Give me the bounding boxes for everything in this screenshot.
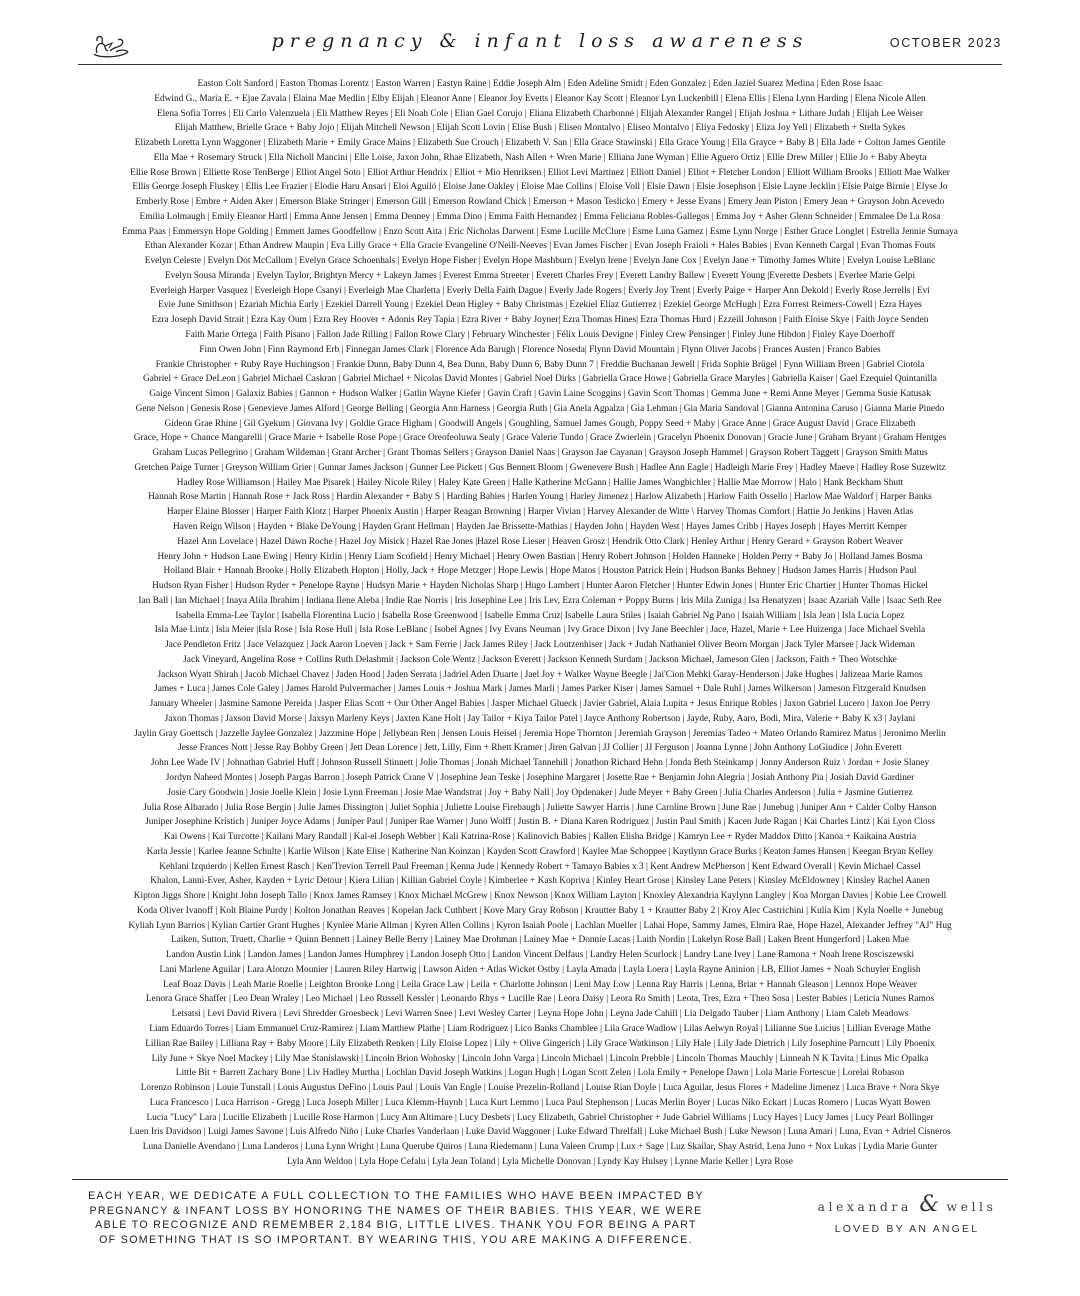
names-line: January Wheeler | Jasmine Samone Pereida | Jasper Elias Scott + Our Other Angel Babies | Jasper Michael Glueck | Javier Gabriel, Alaia Lupita + Jesus Enrique Robles | Jaxon Gabriel Lucero | Jaxon Joe Perry	[149, 699, 931, 710]
names-line: Jackson Wyatt Shirah | Jacob Michael Chavez | Jaden Hood | Jaden Serrata | Jadriel Aden Duarte | Jael Joy + Walker Wayne Beegle | Jai'Cion Mehki Garay-Henderson | Jake Hughes | Jalizeaa Marie Ramos	[157, 669, 923, 680]
names-line: Haven Reign Wilson | Hayden + Blake DeYoung | Hayden Grant Hellman | Hayden Jae Brissette-Mathias | Hayden John | Hayden West | Hayes James Cribb | Hayes Joseph | Hayes Merritt Kemper	[172, 521, 907, 532]
names-line: Henry John + Hudson Lane Ewing | Henry Kirlin | Henry Liam Scofield | Henry Michael | Henry Owen Bastian | Henry Robert Johnson | Holden Hanneke | Holden Perry + Baby Jo | Holland James Bosma	[157, 551, 923, 562]
names-line: Isla Mae Lintz | Isla Meier |Isla Rose | Isla Rose Hull | Isla Rose LeBlanc | Isobel Agnes | Ivy Evans Neuman | Ivy Grace Dixon | Ivy Jane Beechler | Jace, Hazel, Marie + Lee Huizenga | Jace Michael Svehla	[154, 625, 926, 636]
dedication-line: ABLE TO RECOGNIZE AND REMEMBER 2,184 BIG, LITTLE LIVES. THANK YOU FOR BEING A PART	[95, 1219, 697, 1232]
names-line: Jack Vineyard, Angelina Rose + Collins Ruth Delashmit | Jackson Cole Wentz | Jackson Everett | Jackson Kenneth Surdam | Jackson Michael, Jameson Glen | Jackson, Faith + Theo Wotschke	[183, 654, 897, 665]
names-line: Ezra Joseph David Strait | Ezra Kay Oum | Ezra Rey Hoover + Adonis Rey Tapia | Ezra River + Baby Joyner| Ezra Thomas Hines| Ezra Thomas Hurd | Ezzeill Johnson | Faith Eloise Skye | Faith Joyce Senden	[151, 315, 929, 326]
names-line: Evelyn Sousa Miranda | Evelyn Taylor, Brightyn Mercy + Lakeyn James | Everest Emma Streeter | Everett Charles Frey | Everett Landry Ballew | Everett Young |Everette Desbets | Everlee Marie Gelpi	[164, 270, 916, 281]
names-line: Emberly Rose | Embre + Aiden Aker | Emerson Blake Stringer | Emerson Gill | Emerson Rowland Chick | Emerson + Mason Teslicko | Emery + Jesse Evans | Emery Jean Piston | Emery Jean + Grayson John Acevedo	[135, 197, 945, 208]
names-line: Lucia "Lucy" Lara | Lucille Elizabeth | Lucille Rose Harmon | Lucy Ann Altimare | Lucy Desbets | Lucy Elizabeth, Gabriel Christopher + Jude Gabriel Williams | Lucy Hayes | Lucy James | Lucy Pearl Bollinger	[146, 1112, 934, 1123]
names-line: Luna Danielle Avendano | Luna Landeros | Luna Lynn Wright | Luna Querube Quiros | Luna Riedemann | Luna Valeen Crump | Lux + Sage | Luz Skailar, Shay Astrid, Lena Juno + Nox Lukas | Lydia Marie Gunter	[142, 1142, 938, 1153]
names-line: Ella Mae + Rosemary Struck | Ella Nicholl Mancini | Elle Loise, Jaxon John, Rhae Elizabeth, Nash Allen + Wren Marie | Elliana Jane Wyman | Ellie Aguero Ortiz | Ellie Drew Miller | Ellie Jo + Baby Abeyta	[153, 152, 927, 163]
names-line: Easton Colt Sanford | Easton Thomas Lorentz | Easton Warren | Eastyn Raine | Eddie Joseph Alm | Eden Adeline Smidt | Eden Gonzalez | Eden Jaziel Suarez Medina | Eden Rose Isaac	[197, 79, 883, 89]
names-line: Hannah Rose Martin | Hannah Rose + Jack Ross | Hardin Alexander + Baby S | Harding Babies | Harlen Young | Harley Jimenez | Harlow Alizabeth | Harlow Faith Ossello | Harlow Mae Waldorf | Harper Banks	[148, 492, 932, 503]
names-line: John Lee Wade IV | Johnathan Gabriel Huff | Johnson Russell Stinnett | Jolie Thomas | Jonah Michael Tannehill | Jonathon Richard Hehn | Jonda Beth Steinkamp | Jonny Anderson Ruiz \ Jordan + Josie Slaney	[150, 758, 930, 769]
names-line: Khalon, Lanni-Ever, Asher, Kayden + Lyric Detour | Kiera Lilian | Killian Gabriel Coyle | Kimberlee + Kash Kopriva | Kinley Heart Grose | Kinsley Lane Peters | Kinsley McEldowney | Kinsley Rachel Aanen	[150, 876, 930, 887]
names-line: Little Bit + Barrett Zachary Bone | Liv Hadley Murtha | Lochlan David Joseph Watkins | Logan Hugh | Logan Scott Zelen | Lola Emily + Penelope Dawn | Lola Marie Fortescue | Lorelai Robason	[175, 1068, 905, 1079]
page-title: pregnancy & infant loss awareness	[271, 30, 809, 52]
names-line: Liam Eduardo Torres | Liam Emmanuel Cruz-Ramirez | Liam Matthew Plathe | Liam Rodriguez | Lico Banks Chamblee | Lila Grace Wadlow | Lilas Aelwyn Royal | Lilianne Sue Lucius | Lillian Everage Mathe	[149, 1024, 931, 1034]
names-line: Lorenzo Robinson | Louie Tunstall | Louis Augustus DeFino | Louis Paul | Louis Van Engle | Louise Prezelin-Rolland | Louise Rian Doyle | Luca Aguilar, Jesus Flores + Madeline Jimenez | Luca Brave + Nora Skye	[140, 1083, 940, 1094]
dedication-line: OF SOMETHING THAT IS SO IMPORTANT. BY WEARING THIS, YOU ARE MAKING A DIFFERENCE.	[99, 1233, 693, 1246]
brand-ampersand: &	[919, 1192, 939, 1217]
page-header	[78, 26, 1002, 66]
names-line: Hadley Rose Williamson | Hailey Mae Pisarek | Hailey Nicole Riley | Haley Kate Green | Halle Katherine McGann | Hallie James Wangbichler | Hallie Mae Morrow | Halo | Hank Beckham Shutt	[176, 477, 904, 488]
brand-tagline: LOVED BY AN ANGEL	[834, 1223, 980, 1235]
names-line: Gideon Grae Rhine | Gil Gyekum | Giovana Ivy | Goldie Grace Higham | Goodwill Angels | Goughling, Samuel James Gough, Poppy Seed + Maby | Grace Anne | Grace August David | Grace Elizabeth	[164, 418, 916, 429]
names-line: Josie Cary Goodwin | Josie Joelle Klein | Josie Lynn Freeman | Josie Mae Wandstrat | Joy + Baby Nall | Joy Opdenaker | Jude Meyer + Baby Green | Julia Charles Anderson | Julia + Jasmine Gutierrez	[167, 787, 913, 798]
names-line: Jesse Frances Nott | Jesse Ray Bobby Green | Jett Dean Lorence | Jett, Lilly, Finn + Rhett Kramer | Jiren Galvan | JJ Collier | JJ Ferguson | Joanna Lynne | John Anthony LoGiudice | John Everett	[178, 743, 902, 754]
names-line: Gaige Vincent Simon | Galaxiz Babies | Gannon + Hudson Walker | Gatlin Wayne Kiefer | Gavin Craft | Gavin Laine Scoggins | Gavin Scott Thomas | Gemma June + Remi Anne Meyer | Gemma Susie Katusak	[149, 389, 931, 400]
names-line: Luen Iris Davidson | Luigi James Savone | Luis Alfredo Niño | Luke Charles Vanderlaan | Luke David Waggoner | Luke Edward Threlfall | Luke Michael Bush | Luke Newson | Luna Amari | Luna, Evan + Adriel Cisneros	[129, 1127, 951, 1138]
brand-right: wells	[946, 1199, 997, 1214]
names-line: Grace, Hope + Chance Mangarelli | Grace Marie + Isabelle Rose Pope | Grace Oreofeoluwa Sealy | Grace Valerie Tundo | Grace Zwierlein | Gracelyn Phoenix Donovan | Gracie June | Graham Bryant | Graham Hentges	[133, 433, 947, 444]
names-line: Jace Pendleton Fritz | Jace Velazquez | Jack Aaron Loeven | Jack + Sam Ferrie | Jack James Riley | Jack Loutzenhiser | Jack + Judah Nathaniel Oliver Beorn Morgan | Jack Tyler Marsee | Jack Wideman	[165, 640, 915, 651]
names-line: Laiken, Sutton, Truett, Charlie + Quinn Bennett | Lainey Belle Berry | Lainey Mae Drohman | Lainey Mae + Donnie Lacas | Laith Nordin | Lakelyn Rose Ball | Laken Brent Hungerford | Laken Mae	[171, 935, 909, 946]
names-line: Kai Owens | Kai Turcotte | Kailani Mary Randall | Kal-el Joseph Webber | Kali Katrina-Rose | Kalinovich Babies | Kallen Elisha Bridge | Kamryn Lee + Ryder Maddox Ditto | Kanoa + Kaikaina Austria	[163, 832, 917, 843]
names-line: Kipton Jiggs Shore | Knight John Joseph Tallo | Knox James Ramsey | Knox Michael McGrew | Knox Newson | Knox William Layton | Knoxley Alexandria Kaylynn Langley | Koa Morgan Davies | Kobie Lee Crowell	[133, 891, 947, 902]
names-list	[60, 77, 1020, 1170]
names-line: Gabriel + Grace DeLeon | Gabriel Michael Caskran | Gabriel Michael + Nicolas David Montes | Gabriel Noel Dirks | Gabriella Grace Howe | Gabriella Grace Maryles | Gabriella Kaiser | Gael Ezequiel Quintanilla	[143, 374, 937, 385]
issue-date: OCTOBER 2023	[889, 36, 1002, 50]
names-line: Lenora Grace Shaffer | Leo Dean Wraley | Leo Michael | Leo Russell Kessler | Leonardo Rhys + Lucille Rae | Leora Daisy | Leora Ro Smith | Leota, Tres, Ezra + Theo Sosa | Lester Babies | Leticia Nunes Ramos	[145, 994, 935, 1005]
names-line: Holland Blair + Hannah Brooke | Holly Elizabeth Hopton | Holly, Jack + Hope Metzger | Hope Lewis | Hope Matos | Houston Patrick Hein | Hudson Banks Behney | Hudson James Harris | Hudson Paul	[163, 566, 917, 577]
names-line: Frankie Christopher + Ruby Raye Huchingson | Frankie Dunn, Baby Dunn 4, Bea Dunn, Baby Dunn 6, Baby Dunn 7 | Freddie Buchanan Jewell | Frida Sophie Brügel | Fynn William Breen | Gabriel Ciotola	[155, 359, 925, 370]
dedication-line: PREGNANCY & INFANT LOSS BY HONORING THE NAMES OF THEIR BABIES. THIS YEAR, WE WERE	[89, 1204, 703, 1217]
names-line: Kyliah Lynn Barrios | Kylian Cartier Grant Hughes | Kynlee Marie Allman | Kyren Allen Collins | Kyron Isaiah Poole | Lachlan Mueller | Lahai Hope, Sammy James, Elmira Rae, Hope Hazel, Alexander Jeffrey "AJ" Hug	[128, 920, 952, 931]
names-line: Faith Marie Ortega | Faith Pisano | Fallon Jade Rilling | Fallon Rowe Clary | February Winchester | Félix Louis Devigne | Finley Crew Pensinger | Finley June Hibdon | Finley Kaye Doerhoff	[185, 330, 895, 341]
names-line: Juniper Josephine Kristich | Juniper Joyce Adams | Juniper Paul | Juniper Rae Warner | Juno Wolff | Justin B. + Diana Karen Rodriguez | Justin Paul Smith | Kacen Jude Ragan | Kai Charles Lintz | Kai Lyon Closs	[145, 817, 935, 828]
names-line: Evelyn Celeste | Evelyn Dot McCallum | Evelyn Grace Schoenhals | Evelyn Hope Fisher | Evelyn Hope Mashburn | Evelyn Irene | Evelyn Jane Cox | Evelyn Jane + Timothy James White | Evelyn Louise LeBlanc	[144, 256, 936, 267]
names-line: Gene Nelson | Genesis Rose | Genevieve James Alford | George Belling | Georgia Ann Harness | Georgia Ruth | Gia Anela Agpalza | Gia Lehman | Gia Maria Sandoval | Gianna Antonina Caruso | Gianna Marie Pinedo	[135, 403, 945, 414]
names-line: Finn Owen John | Finn Raymond Erb | Finnegan James Clark | Florence Ada Barugh | Florence Noseda| Flynn David Mountain | Flynn Oliver Jacobs | Frances Austen | Franco Babies	[199, 344, 881, 355]
names-line: Gretchen Paige Turner | Greyson William Grier | Gunnar James Jackson | Gunner Lee Pickett | Gus Bennett Bloom | Gwenevere Bush | Hadlee Ann Eagle | Hadleigh Marie Frey | Hadley Maeve | Hadley Rose Suzewitz	[134, 462, 946, 473]
names-line: Leaf Boaz Davis | Leah Marie Roelle | Leighton Brooke Long | Leila Grace Law | Leila + Charlotte Johnson | Leni May Low | Lenna Ray Harris | Lenna, Briar + Hannah Gleason | Lennox Hope Weaver	[163, 979, 917, 990]
names-line: Jaylin Gray Goettsch | Jazzelle Jaylee Gonzalez | Jazzmine Hope | Jellybean Ren | Jensen Louis Heisel | Jeremia Hope Thornton | Jeremiah Grayson | Jeremías Tadeo + Mateo Orlando Ramirez Matus | Jeronimo Merlin	[134, 728, 946, 739]
names-line: James + Luca | James Cole Galey | James Harold Pulvermacher | James Louis + Joshua Mark | James Marli | James Parker Kiser | James Samuel + Dale Ruhl | James Wilkerson | Jameson Fitzgerald Knudsen	[154, 684, 926, 695]
names-line: Isabella Emma-Lee Taylor | Isabella Florentina Lucio | Isabella Rose Greenwood | Isabelle Emma Cruz| Isabelle Laura Stiles | Isaiah Gabriel Ng Pano | Isaiah William | Isla Jean | Isla Lucia Lopez	[175, 610, 905, 621]
names-line: Ellis George Joseph Fluskey | Ellis Lee Frazier | Elodie Haru Ansari | Eloi Aguiló | Eloise Jane Oakley | Eloise Mae Collins | Eloise Voll | Elsie Dawn | Elsie Josephson | Elsie Layne Jecklin | Elsie Paige Birnie | Elyse Jo	[132, 182, 948, 193]
names-line: Jaxon Thomas | Jaxson David Morse | Jaxsyn Marleny Keys | Jaxten Kane Holt | Jay Tailor + Kiya Tailor Patel | Jayce Anthony Robertson | Jayde, Ruby, Aaro, Bodi, Mira, Valerie + Baby K x3 | Jaylani	[164, 713, 916, 724]
brand-left: alexandra	[817, 1199, 912, 1214]
names-line: Ethan Alexander Kozar | Ethan Andrew Maupin | Eva Lilly Grace + Ella Gracie Evangeline O'Neill-Neeves | Evan James Fischer | Evan Joseph Fraioli + Hales Babies | Evan Kenneth Cargal | Evan Thomas Fouts	[144, 241, 936, 252]
names-line: Kehlani Izquierdo | Kellen Ernest Rasch | Ken'Trevion Terrell Paul Freeman | Kenna Jude | Kennedy Robert + Tamayo Babies x 3 | Kent Andrew McPherson | Kent Edward Overall | Kevin Michael Cassel	[159, 861, 921, 872]
names-line: Emilia Lolmaugh | Emily Eleanor Hartl | Emma Anne Jensen | Emma Denney | Emma Dino | Emma Faith Hernandez | Emma Feliciana Robles-Gallegos | Emma Joy + Asher Glenn Schneider | Emmalee De La Rosa	[139, 211, 941, 222]
names-line: Emma Paas | Emmersyn Hope Golding | Emmett James Goodfellow | Enzo Scott Aita | Eric Nicholas Darwent | Esme Lucille McClure | Esme Luna Gamez | Esme Lynn Norge | Esther Grace Longlet | Estrella Jennie Sumaya	[122, 226, 958, 237]
names-line: Hudson Ryan Fisher | Hudson Ryder + Penelope Rayne | Hudsyn Marie + Hayden Nicholas Sharp | Hugo Lambert | Hunter Aaron Fletcher | Hunter Edwin Jones | Hunter Eric Chartier | Hunter Thomas Hickel	[152, 581, 928, 592]
names-line: Karla Jessie | Karlee Jeanne Schulte | Karlie Wilson | Kate Elise | Katherine Nan Koinzan | Kayden Scott Crawford | Kaylee Mae Schoppee | Kaytlynn Grace Burks | Keaton James Hansen | Keegan Bryan Kelley	[146, 846, 934, 857]
names-line: Julia Rose Albarado | Julia Rose Bergin | Julie James Dissington | Juliet Sophia | Juliette Louise Firebaugh | Juliette Sawyer Harris | June Caroline Brown | June Rae | Junebug | Juniper Ann + Calder Colby Hanson	[143, 802, 937, 813]
dedication-line: EACH YEAR, WE DEDICATE A FULL COLLECTION TO THE FAMILIES WHO HAVE BEEN IMPACTED BY	[88, 1190, 704, 1202]
names-line: Graham Lucas Pellegrino | Graham Wildeman | Grant Archer | Grant Thomas Sellers | Grayson Daniel Naas | Grayson Jae Cayanan | Grayson Joseph Hammel | Grayson Robert Taggett | Grayson Smith Matus	[152, 448, 928, 459]
footer-divider	[72, 1179, 1008, 1180]
names-line: Lillian Rae Bailey | Lilliana Ray + Baby Moore | Lily Elizabeth Renken | Lily Eloise Lopez | Lily + Olive Gingerich | Lily Grace Watkinson | Lily Hale | Lily Jade Dietrich | Lily Josephine Parncutt | Lily Phoenix	[145, 1038, 935, 1049]
names-line: Landon Austin Link | Landon James | Landon James Humphrey | Landon Joseph Otto | Landon Vincent Delfaus | Landry Helen Scurlock | Landry Lane Ivey | Lane Ramona + Noah Irene Rosciszewski	[165, 950, 915, 961]
names-line: Hazel Ann Lovelace | Hazel Dawn Roche | Hazel Joy Misick | Hazel Rae Jones |Hazel Rose Lieser | Heaven Grosz | Hendrik Otto Clark | Henley Arthur | Henry Gerard + Grayson Robert Weaver	[177, 536, 903, 547]
brand-wordmark	[812, 1192, 1002, 1217]
names-line: Lily June + Skye Noel Mackey | Lily Mae Stanislawski | Lincoln Brion Wohosky | Lincoln John Varga | Lincoln Michael | Lincoln Prebble | Lincoln Thomas Mauchly | Linneah N K Tavita | Linus Mic Opalka	[151, 1053, 929, 1064]
names-line: Lani Marlene Aguilar | Lara Alonzo Mounier | Lauren Riley Hartwig | Lawson Aiden + Atlas Wicket Ostby | Layla Amada | Layla Loera | Layla Rayne Aninion | LB, Elliot James + Noah Schuyler English	[159, 964, 921, 975]
names-line: Elijah Matthew, Brielle Grace + Baby Jojo | Elijah Mitchell Newson | Elijah Scott Lovin | Elise Bush | Eliseo Montalvo | Eliseo Montalvo | Eliya Fedosky | Eliza Joy Yell | Elizabeth + Stella Sykes	[174, 123, 906, 134]
names-line: Evie June Smithson | Ezariah Michia Early | Ezekiel Darrell Young | Ezekiel Dean Higley + Baby Christmas | Ezekiel Eliaz Gutierrez | Ezekiel George McHugh | Ezra Forrest Reimers-Cowell | Ezra Hayes	[158, 300, 922, 311]
names-line: Jordyn Naheed Montes | Joseph Pargas Barron | Joseph Patrick Crane V | Josephine Jean Teske | Josephine Margaret | Josette Rae + Benjamin John Alegria | Josiah Anthony Pia | Josiah David Gardiner	[165, 772, 915, 783]
names-line: Elena Sofia Torres | Eli Carlo Valenzuela | Eli Matthew Reyes | Eli Noah Cole | Elian Gael Corujo | Eliana Elizabeth Charbonné | Elijah Alexander Rangel | Elijah Joshua + Lithare Judah | Elijah Lee Weiser	[156, 108, 924, 119]
names-line: Everleigh Harper Vasquez | Everleigh Hope Csanyi | Everleigh Mae Charletta | Everly Della Faith Dague | Everly Jade Rogers | Everly Joy Trent | Everly Paige + Harper Ann Dekold | Everly Rose Jerrells | Evi	[150, 285, 930, 296]
header-divider	[78, 64, 1002, 65]
names-line: Ellie Rose Brown | Elliette Rose TenBerge | Elliot Angel Soto | Elliot Arthur Hendrix | Elliot + Mio Henriksen | Elliot Levi Martinez | Elliott Daniel | Elliot + Fletcher London | Elliott William Brooks | Elliott Mae Walker	[130, 167, 950, 178]
names-line: Harper Elaine Blosser | Harper Faith Klotz | Harper Phoenix Austin | Harper Reagan Browning | Harper Vivian | Harvey Alexander de Witte \ Harvey Thomas Comfort | Hattie Jo Jenkins | Haven Atlas	[166, 507, 914, 518]
names-line: Letsatsi | Levi David Rivera | Levi Shredder Groesbeck | Levi Warren Snee | Levi Wesley Carter | Leyna Hope John | Leyna Jade Cahill | Lia Delgado Tauber | Liam Anthony | Liam Caleb Meadows	[171, 1009, 909, 1020]
names-line: Edwind G., Maria E. + Ejae Zavala | Elaina Mae Medlin | Elby Elijah | Eleanor Anne | Eleanor Joy Evetts | Eleanor Kay Scott | Eleanor Lyn Luckenbill | Elena Ellis | Elena Lynn Harding | Elena Nicole Allen	[154, 93, 926, 104]
brand-logo	[812, 1192, 1002, 1235]
dedication-text	[78, 1189, 714, 1247]
names-line: Ian Ball | Ian Michael | Inaya Alila Ibrahim | Indiana Ilene Aleba | Indie Rae Norris | Iris Josephine Lee | Iris Lev, Ezra Coleman + Poppy Burns | Iris Mila Zuniga | Isa Henatyzen | Isaac Azariah Valle | Isaac Seth Ree	[138, 595, 942, 606]
names-line: Koda Oliver Ivanoff | Kolt Blaine Purdy | Kolton Jonathan Reaves | Kopelan Jack Cuthbert | Kove Mary Gray Robson | Krautter Baby 1 + Krautter Baby 2 | Kroy Alec Castrichini | Kulia Kim | Kyla Noelle + Junebug	[136, 905, 944, 916]
names-line: Lyla Ann Weldon | Lyla Hope Cefalu | Lyla Jean Toland | Lyla Michelle Donovan | Lyndy Kay Hulsey | Lynne Marie Keller | Lyra Rose	[287, 1156, 793, 1167]
names-line: Elizabeth Loretta Lynn Waggoner | Elizabeth Marie + Emily Grace Mains | Elizabeth Sue Crouch | Elizabeth V. San | Ella Grace Stawinski | Ella Grace Young | Ella Grayce + Baby B | Ella Jade + Colton James Gentile	[134, 138, 946, 149]
names-line: Luca Francesco | Luca Harrison - Gregg | Luca Joseph Miller | Luca Klemm-Huynh | Luca Kurt Lemmo | Luca Paul Stephenson | Lucas Merlin Boyer | Lucas Niko Eckart | Lucas Romero | Lucas Wyatt Bowen	[149, 1097, 931, 1108]
